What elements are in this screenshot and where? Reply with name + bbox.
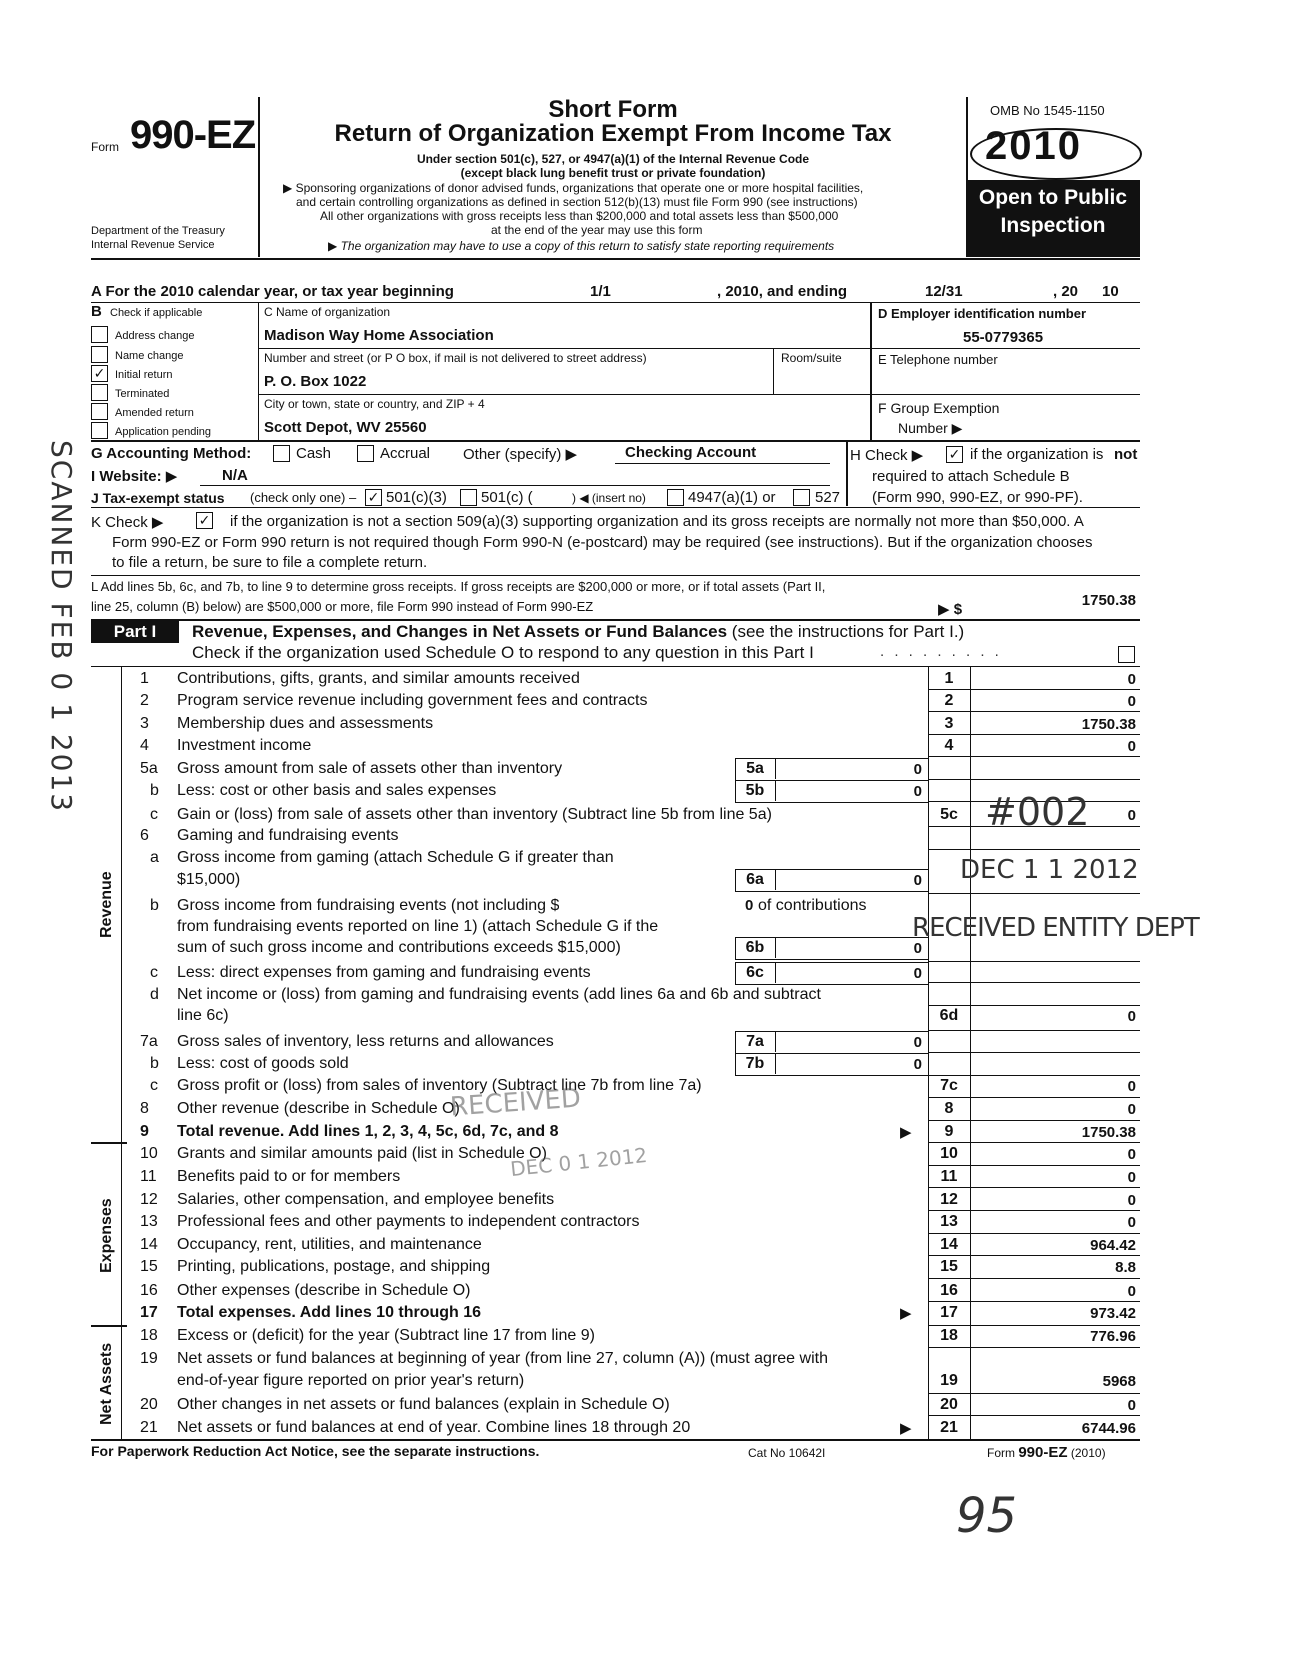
dept-line2: Internal Revenue Service <box>91 239 215 251</box>
line-a-end: 12/31 <box>925 283 963 300</box>
line-box-label: 10 <box>940 1145 958 1162</box>
line-number: 3 <box>140 715 149 732</box>
line-box-label: 8 <box>944 1100 954 1117</box>
side-label-expenses: Expenses <box>98 1198 115 1273</box>
line-box-label: 11 <box>940 1168 958 1185</box>
room-suite-label: Room/suite <box>781 351 842 365</box>
line-number: c <box>150 806 158 823</box>
line-number: 15 <box>140 1258 158 1275</box>
form-subtitle2: (except black lung benefit trust or private foundation) <box>460 166 766 180</box>
line-text: Benefits paid to or for members <box>177 1168 401 1185</box>
line-text-cont: from fundraising events reported on line 1) (attach Schedule G if the <box>177 918 659 935</box>
line-k-text1: if the organization is not a section 509(a)(3) supporting organization and its gross receipts are normally not more than $50,000. A <box>230 513 1084 530</box>
line-value[interactable]: 0 <box>1127 693 1136 710</box>
date-stamp: DEC 1 1 2012 <box>960 855 1139 885</box>
note-line5: ▶ The organization may have to use a copy of this return to satisfy state reporting requirements <box>328 239 835 253</box>
sub-box-label: 7b <box>745 1055 765 1072</box>
line-value[interactable]: 0 <box>1127 1078 1136 1095</box>
line-box-label: 18 <box>940 1327 958 1344</box>
line-box-label: 16 <box>940 1282 958 1299</box>
tax-exempt-hint: (check only one) – <box>250 490 357 505</box>
line-text: Less: cost of goods sold <box>177 1055 349 1072</box>
received-stamp: RECEIVED ENTITY DEPT <box>912 913 1199 943</box>
line-a-yr-prefix: , 20 <box>1053 283 1079 300</box>
line-number: 6 <box>140 827 149 844</box>
line-text: Contributions, gifts, grants, and similar amounts received <box>177 670 580 687</box>
line-text: Occupancy, rent, utilities, and maintenance <box>177 1236 482 1253</box>
accounting-method-label: G Accounting Method: <box>91 445 252 462</box>
checkbox-accrual[interactable] <box>357 445 374 462</box>
line-value[interactable]: 0 <box>1127 807 1136 824</box>
line-number: c <box>150 964 158 981</box>
label-4947a1: 4947(a)(1) or <box>688 489 776 506</box>
line-number: 16 <box>140 1282 158 1299</box>
ein-value[interactable]: 55-0779365 <box>963 329 1044 346</box>
line-h-text2: required to attach Schedule B <box>872 468 1070 485</box>
line-value[interactable]: 0 <box>1127 738 1136 755</box>
line-l-text1: L Add lines 5b, 6c, and 7b, to line 9 to determine gross receipts. If gross receipts are $200,000 or more, or if total assets (Part II, <box>91 579 826 594</box>
form-subtitle1: Under section 501(c), 527, or 4947(a)(1) of the Internal Revenue Code <box>416 152 810 166</box>
line-text: Less: cost or other basis and sales expenses <box>177 782 497 799</box>
label-501c: 501(c) ( <box>481 489 533 506</box>
line-l-text2: line 25, column (B) below) are $500,000 or more, file Form 990 instead of Form 990-EZ <box>91 599 594 614</box>
line-value[interactable]: 0 <box>1127 1008 1136 1025</box>
line-box-label: 15 <box>940 1258 958 1275</box>
arrow-icon: ▶ <box>900 1124 912 1141</box>
line-box-label: 19 <box>940 1372 958 1389</box>
side-label-revenue: Revenue <box>98 871 115 938</box>
line-number: 9 <box>140 1123 149 1140</box>
line-box-label: 3 <box>944 715 954 732</box>
label-accrual: Accrual <box>380 445 431 462</box>
line-box-label: 21 <box>940 1419 958 1436</box>
website-value[interactable]: N/A <box>222 467 248 484</box>
line-number: 14 <box>140 1236 158 1253</box>
line-h-text3: (Form 990, 990-EZ, or 990-PF). <box>872 489 1083 506</box>
note-line1: ▶ Sponsoring organizations of donor advised funds, organizations that operate one or more hospital facilities, <box>283 181 864 195</box>
line-number: 21 <box>140 1419 158 1436</box>
line-number: 1 <box>140 670 149 687</box>
street-label: Number and street (or P O box, if mail is not delivered to street address) <box>264 351 647 365</box>
fundraising-contrib-tail: of contributions <box>758 897 867 914</box>
note-line3: All other organizations with gross receipts less than $200,000 and total assets less than $500,000 <box>320 209 839 223</box>
line-text-cont: line 6c) <box>177 1007 229 1024</box>
sub-box-value[interactable]: 0 <box>913 965 922 982</box>
open-public-line2: Inspection <box>1000 214 1106 237</box>
line-h-text1: if the organization is <box>970 446 1104 463</box>
line-text: Gaming and fundraising events <box>177 827 399 844</box>
sub-box-value[interactable]: 0 <box>913 1056 922 1073</box>
line-number: b <box>150 782 159 799</box>
line-box-label: 13 <box>940 1213 958 1230</box>
handwritten-mark: 95 <box>956 1488 1018 1544</box>
line-text: Total expenses. Add lines 10 through 16 <box>177 1304 482 1321</box>
form-title: Return of Organization Exempt From Income Tax <box>334 120 892 147</box>
form-number: 990-EZ <box>130 113 256 157</box>
fundraising-contrib-amount[interactable]: 0 <box>745 897 754 914</box>
line-value[interactable]: 0 <box>1127 1192 1136 1209</box>
line-value[interactable]: 8.8 <box>1115 1259 1136 1276</box>
line-value[interactable]: 776.96 <box>1090 1328 1136 1345</box>
tax-year: 2010 <box>985 124 1082 168</box>
gross-receipts-value[interactable]: 1750.38 <box>1081 592 1136 609</box>
org-name-label: C Name of organization <box>264 305 391 319</box>
line-box-label: 9 <box>944 1123 954 1140</box>
checkbox-527[interactable] <box>793 489 810 506</box>
sub-box-label: 7a <box>746 1033 764 1050</box>
sub-box-label: 6a <box>746 871 764 888</box>
checkbox-name-change[interactable] <box>91 346 108 363</box>
line-text: Printing, publications, postage, and shipping <box>177 1258 491 1275</box>
line-text: Membership dues and assessments <box>177 715 434 732</box>
line-box-label: 7c <box>940 1077 958 1094</box>
line-text-cont: sum of such gross income and contributions exceeds $15,000) <box>177 939 621 956</box>
checkbox-address-change[interactable] <box>91 326 108 343</box>
line-number: 18 <box>140 1327 158 1344</box>
form-title-short: Short Form <box>548 96 678 123</box>
checkbox-schedule-b[interactable]: ✓ <box>946 446 963 463</box>
line-number: 20 <box>140 1396 158 1413</box>
received-stamp-faint: RECEIVED <box>449 1083 582 1123</box>
label-insert-no: ) ◀ (insert no) <box>572 491 646 505</box>
sub-box-label: 5a <box>746 760 764 777</box>
sub-box-value[interactable]: 0 <box>913 940 922 957</box>
line-number: b <box>150 1055 159 1072</box>
line-k-text2: Form 990-EZ or Form 990 return is not required though Form 990-N (e-postcard) may be required (see instructions). But if the organization chooses <box>112 534 1093 551</box>
label-cash: Cash <box>296 445 332 462</box>
line-text: Gross income from fundraising events (not including $ <box>177 897 560 914</box>
tax-exempt-label: J Tax-exempt status <box>91 490 225 506</box>
line-text: Total revenue. Add lines 1, 2, 3, 4, 5c, 6d, 7c, and 8 <box>177 1123 559 1140</box>
label-initial-return: Initial return <box>115 369 173 381</box>
label-terminated: Terminated <box>115 388 170 400</box>
note-line2: and certain controlling organizations as defined in section 512(b)(13) must file Form 990 (see instructions) <box>296 195 858 209</box>
line-box-label: 1 <box>944 670 954 687</box>
line-value[interactable]: 973.42 <box>1090 1305 1136 1322</box>
checkbox-schedule-o-part1[interactable] <box>1118 646 1135 663</box>
checkbox-cash[interactable] <box>273 445 290 462</box>
line-box-label: 2 <box>944 692 954 709</box>
line-text: Salaries, other compensation, and employee benefits <box>177 1191 555 1208</box>
note-line4: at the end of the year may use this form <box>491 223 703 237</box>
line-number: 17 <box>140 1304 158 1321</box>
line-text-cont: end-of-year figure reported on prior year's return) <box>177 1372 525 1389</box>
line-text: Other revenue (describe in Schedule O) <box>177 1100 460 1117</box>
checkbox-501c[interactable] <box>460 489 477 506</box>
footer-cat-no: Cat No 10642I <box>748 1446 826 1460</box>
checkbox-501c3[interactable]: ✓ <box>365 489 382 506</box>
line-k-text3: to file a return, be sure to file a complete return. <box>112 554 428 571</box>
part1-title: Revenue, Expenses, and Changes in Net Assets or Fund Balances (see the instructions for Part I.) <box>192 622 965 641</box>
line-text: Other expenses (describe in Schedule O) <box>177 1282 471 1299</box>
line-a-label: A For the 2010 calendar year, or tax year beginning <box>91 283 454 300</box>
line-text: Gain or (loss) from sale of assets other than inventory (Subtract line 5b from line 5a) <box>177 806 772 823</box>
line-text: Gross income from gaming (attach Schedule G if greater than <box>177 849 614 866</box>
line-text-cont: $15,000) <box>177 871 241 888</box>
label-name-change: Name change <box>115 350 184 362</box>
line-number: 11 <box>140 1168 157 1185</box>
line-value[interactable]: 0 <box>1127 1214 1136 1231</box>
sub-box-value[interactable]: 0 <box>913 1034 922 1051</box>
line-l-arrow: ▶ $ <box>938 601 963 618</box>
line-value[interactable]: 0 <box>1127 671 1136 688</box>
omb-number: OMB No 1545-1150 <box>990 103 1105 118</box>
line-text: Professional fees and other payments to independent contractors <box>177 1213 640 1230</box>
group-exemption-number-label: Number ▶ <box>898 420 963 436</box>
line-number: 13 <box>140 1213 158 1230</box>
sub-box-value[interactable]: 0 <box>913 783 922 800</box>
line-box-label: 20 <box>940 1396 958 1413</box>
dept-line1: Department of the Treasury <box>91 225 225 237</box>
line-box-label: 17 <box>940 1304 958 1321</box>
line-value[interactable]: 1750.38 <box>1081 1124 1136 1141</box>
other-method-value[interactable]: Checking Account <box>625 444 757 461</box>
footer-form-ref: Form 990-EZ (2010) <box>987 1444 1106 1461</box>
line-h-not: not <box>1114 446 1138 463</box>
line-value[interactable]: 0 <box>1127 1169 1136 1186</box>
line-number: 5a <box>140 760 158 777</box>
line-box-label: 6d <box>939 1007 959 1024</box>
label-501c3: 501(c)(3) <box>386 489 447 506</box>
line-text: Other changes in net assets or fund balances (explain in Schedule O) <box>177 1396 670 1413</box>
line-number: 8 <box>140 1100 149 1117</box>
line-box-label: 4 <box>944 737 954 754</box>
line-text: Excess or (deficit) for the year (Subtract line 17 from line 9) <box>177 1327 595 1344</box>
line-value[interactable]: 0 <box>1127 1283 1136 1300</box>
line-number: 19 <box>140 1350 158 1367</box>
label-amended-return: Amended return <box>115 407 194 419</box>
line-number: 4 <box>140 737 149 754</box>
footer-paperwork-notice: For Paperwork Reduction Act Notice, see the separate instructions. <box>91 1443 540 1459</box>
sub-box-label: 6b <box>745 939 765 956</box>
line-number: 7a <box>140 1033 158 1050</box>
group-exemption-label: F Group Exemption <box>878 400 1000 416</box>
line-text: Less: direct expenses from gaming and fundraising events <box>177 964 591 981</box>
line-number: b <box>150 897 159 914</box>
line-text: Gross sales of inventory, less returns and allowances <box>177 1033 554 1050</box>
ein-label: D Employer identification number <box>878 306 1087 321</box>
label-application-pending: Application pending <box>115 426 212 438</box>
line-text: Net assets or fund balances at end of year. Combine lines 18 through 20 <box>177 1419 691 1436</box>
sub-box-label: 6c <box>746 964 764 981</box>
checkbox-initial-return[interactable]: ✓ <box>91 365 108 382</box>
sub-box-value[interactable]: 0 <box>913 761 922 778</box>
checkbox-amended-return[interactable] <box>91 403 108 420</box>
open-public-line1: Open to Public <box>978 186 1128 209</box>
checkbox-4947a1[interactable] <box>667 489 684 506</box>
side-label-net-assets: Net Assets <box>98 1342 115 1425</box>
line-text: Program service revenue including government fees and contracts <box>177 692 648 709</box>
line-value[interactable]: 5968 <box>1102 1373 1136 1390</box>
org-street[interactable]: P. O. Box 1022 <box>264 373 367 390</box>
label-other-specify: Other (specify) ▶ <box>463 446 578 463</box>
line-number: 2 <box>140 692 149 709</box>
line-text: Investment income <box>177 737 312 754</box>
line-text: Net assets or fund balances at beginning of year (from line 27, column (A)) (must agree with <box>177 1350 828 1367</box>
part1-badge: Part I <box>91 621 179 643</box>
line-a-begin: 1/1 <box>590 283 611 300</box>
line-value[interactable]: 964.42 <box>1090 1237 1136 1254</box>
scanned-stamp: SCANNED FEB 0 1 2013 <box>45 440 78 814</box>
line-number: c <box>150 1077 158 1094</box>
checkbox-terminated[interactable] <box>91 384 108 401</box>
line-number: 10 <box>140 1145 158 1162</box>
line-box-label: 5c <box>940 806 958 823</box>
received-date-faint: DEC 0 1 2012 <box>509 1142 649 1182</box>
line-a-yr: 10 <box>1102 283 1119 300</box>
checkbox-line-k[interactable]: ✓ <box>196 512 213 529</box>
line-number: a <box>150 849 159 866</box>
check-b-title: Check if applicable <box>110 307 203 319</box>
line-value[interactable]: 1750.38 <box>1081 716 1136 733</box>
org-name[interactable]: Madison Way Home Association <box>264 327 494 344</box>
line-a-mid: , 2010, and ending <box>717 283 848 300</box>
label-address-change: Address change <box>115 330 195 342</box>
website-label: I Website: ▶ <box>91 468 178 485</box>
line-number: d <box>150 986 159 1003</box>
line-text: Net income or (loss) from gaming and fundraising events (add lines 6a and 6b and subtract <box>177 986 821 1003</box>
batch-stamp: #002 <box>985 790 1090 834</box>
city-label: City or town, state or country, and ZIP + 4 <box>264 397 485 411</box>
line-value[interactable]: 0 <box>1127 1101 1136 1118</box>
line-number: 12 <box>140 1191 158 1208</box>
arrow-icon: ▶ <box>900 1420 912 1437</box>
line-h-label: H Check ▶ <box>850 447 924 464</box>
line-text: Gross profit or (loss) from sales of inventory (Subtract line 7b from line 7a) <box>177 1077 702 1094</box>
arrow-icon: ▶ <box>900 1305 912 1322</box>
check-b-label: B <box>91 303 102 320</box>
checkbox-application-pending[interactable] <box>91 422 108 439</box>
line-value[interactable]: 0 <box>1127 1146 1136 1163</box>
label-527: 527 <box>815 489 841 506</box>
line-box-label: 12 <box>940 1191 958 1208</box>
part1-check-line: Check if the organization used Schedule O to respond to any question in this Part I <box>192 643 814 662</box>
line-value[interactable]: 6744.96 <box>1081 1420 1136 1437</box>
line-text: Grants and similar amounts paid (list in Schedule O) <box>177 1145 547 1162</box>
line-k-label: K Check ▶ <box>91 514 164 531</box>
form-word: Form <box>91 140 119 154</box>
sub-box-label: 5b <box>745 782 765 799</box>
org-city[interactable]: Scott Depot, WV 25560 <box>264 419 427 436</box>
line-value[interactable]: 0 <box>1127 1397 1136 1414</box>
line-box-label: 14 <box>940 1236 958 1253</box>
sub-box-value[interactable]: 0 <box>913 872 922 889</box>
telephone-label: E Telephone number <box>878 352 998 367</box>
line-text: Gross amount from sale of assets other than inventory <box>177 760 563 777</box>
